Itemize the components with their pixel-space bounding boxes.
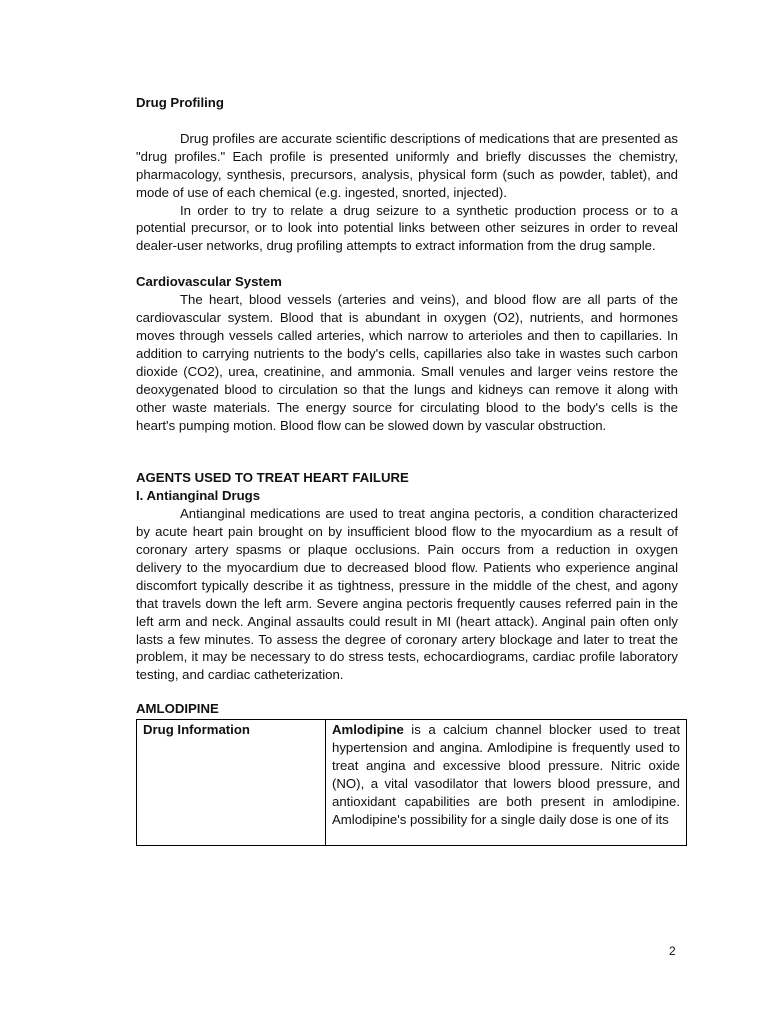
section-title-agents: AGENTS USED TO TREAT HEART FAILURE <box>136 470 409 486</box>
drug-info-cell <box>326 720 687 846</box>
drug-profiling-paragraph-2: In order to try to relate a drug seizure to a synthetic production process or to a potential precursor, or to look into potential links between other seizures in order to reveal dealer-user networks, drug profiling attempts to extract information from the drug sample. <box>136 202 678 254</box>
drug-description: is a calcium channel blocker used to treat hypertension and angina. Amlodipine is frequently used to treat angina and excessive blood pressure. Nitric oxide (NO), a vital vasodilator that lowers blood pressure, and antioxidant capabilities are both present in amlodipine. Amlodipine's possibility for a single daily dose is one of its <box>332 722 680 827</box>
drug-info-table <box>136 719 687 846</box>
cardiovascular-paragraph: The heart, blood vessels (arteries and veins), and blood flow are all parts of the cardiovascular system. Blood that is abundant in oxygen (O2), nutrients, and hormones moves through vessels called arteries, which narrow to arterioles and then to capillaries. In addition to carrying nutrients to the body's cells, capillaries also take in wastes such carbon dioxide (CO2), urea, creatinine, and ammonia. Small venules and larger veins restore the deoxygenated blood to circulation so that the lungs and kidneys can remove it along with other waste materials. The energy source for circulating blood to the body's cells is the heart's pumping motion. Blood flow can be slowed down by vascular obstruction. <box>136 292 678 433</box>
document-page <box>136 94 678 846</box>
section-title-drug-profiling: Drug Profiling <box>136 95 224 110</box>
page-number: 2 <box>669 944 676 958</box>
drug-info-label: Drug Information <box>137 720 326 846</box>
section-title-cardiovascular: Cardiovascular System <box>136 274 282 290</box>
drug-name: Amlodipine <box>332 722 404 738</box>
antianginal-paragraph: Antianginal medications are used to treat angina pectoris, a condition characterized by acute heart pain brought on by insufficient blood flow to the myocardium as a result of coronary artery spasms or plaque occlusions. Pain occurs from a reduction in oxygen delivery to the myocardium due to decreased blood flow. Patients who experience anginal discomfort typically describe it as tightness, pressure in the middle of the chest, and agony that travels down the left arm. Severe angina pectoris frequently causes referred pain in the left arm and neck. Anginal assaults could result in MI (heart attack). Anginal pain often only lasts a few minutes. To assess the degree of coronary artery blockage and later to treat the problem, it may be necessary to do stress tests, echocardiograms, cardiac profile laboratory testing, and cardiac catheterization. <box>136 506 678 683</box>
drug-profiling-paragraph-1: Drug profiles are accurate scientific descriptions of medications that are presented as "drug profiles." Each profile is presented uniformly and briefly discusses the chemistry, pharmacology, synthesis, precursors, analysis, physical form (such as powder, tablet), and mode of use of each chemical (e.g. ingested, snorted, injected). <box>136 130 678 200</box>
table-row <box>137 720 687 846</box>
drug-info-text <box>326 720 686 845</box>
subsection-title-antianginal: I. Antianginal Drugs <box>136 488 261 504</box>
section-title-amlodipine: AMLODIPINE <box>136 701 219 717</box>
